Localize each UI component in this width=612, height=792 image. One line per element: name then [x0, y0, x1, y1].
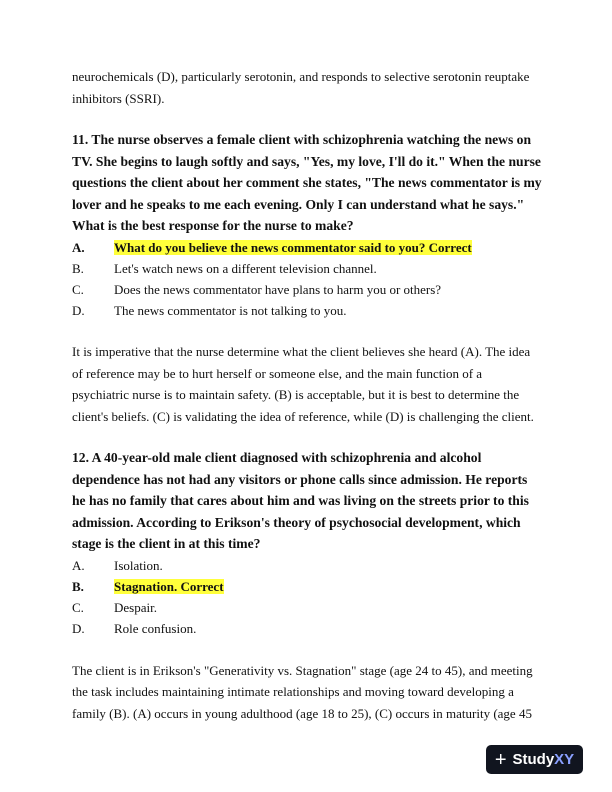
option-text: Despair. [114, 600, 157, 616]
spacer [72, 321, 542, 341]
q11-option-c [72, 279, 542, 300]
option-letter: B. [72, 260, 84, 276]
question-11-options [72, 237, 542, 322]
q11-option-b [72, 258, 542, 279]
option-letter: D. [72, 621, 85, 637]
intro-paragraph: neurochemicals (D), particularly serotonin, and responds to selective serotonin reuptake inhibitors (SSRI). [72, 69, 530, 106]
option-text: Let's watch news on a different television channel. [114, 260, 377, 276]
q12-option-c [72, 597, 542, 618]
spacer [72, 109, 542, 129]
option-text: The news commentator is not talking to you. [114, 303, 347, 319]
option-text: Does the news commentator have plans to harm you or others? [114, 281, 442, 297]
option-letter: C. [72, 281, 84, 297]
brand-name-b: XY [554, 751, 575, 768]
question-11: 11. The nurse observes a female client with schizophrenia watching the news on TV. She begins to laugh softly and says, "Yes, my love, I'll do it." When the nurse questions the client about her comment she states, "The news commentator is my lover and he speaks to me each evening. Only I can understand what he says." What is the best response for the nurse to make? [72, 132, 542, 233]
q12-option-a [72, 555, 542, 576]
brand-name-a: Study [512, 751, 555, 768]
spacer [72, 427, 542, 447]
option-text-highlighted: What do you believe the news commentator said to you? Correct [114, 239, 472, 255]
q11-option-a [72, 237, 542, 258]
plus-icon: + [494, 748, 507, 771]
option-letter: C. [72, 600, 84, 616]
option-text: Isolation. [114, 557, 163, 573]
option-text-highlighted: Stagnation. Correct [114, 579, 224, 595]
option-letter: D. [72, 303, 85, 319]
document-page [72, 66, 542, 724]
option-letter: A. [72, 557, 85, 573]
q12-option-d [72, 618, 542, 639]
option-letter: B. [72, 579, 84, 595]
option-text: Role confusion. [114, 621, 197, 637]
q11-explanation: It is imperative that the nurse determine what the client believes she heard (A). The idea of reference may be to hurt herself or someone else, and the main function of a psychiatric nurse is to maintain safety. (B) is acceptable, but it is best to determine the client's beliefs. (C) is validating the idea of reference, while (D) is challenging the client. [72, 344, 534, 424]
question-12: 12. A 40-year-old male client diagnosed with schizophrenia and alcohol dependence has not had any visitors or phone calls since admission. He reports he has no family that cares about him and was living on the streets prior to this admission. According to Erikson's theory of psychosocial development, which stage is the client in at this time? [72, 450, 529, 552]
q11-option-d [72, 300, 542, 321]
spacer [72, 640, 542, 660]
studyxy-badge[interactable] [486, 745, 583, 774]
q12-explanation: The client is in Erikson's "Generativity vs. Stagnation" stage (age 24 to 45), and meeting the task includes maintaining intimate relationships and moving toward developing a family (B). (A) occurs in young adulthood (age 18 to 25), (C) occurs in maturity (age 45 [72, 662, 533, 721]
question-12-options [72, 555, 542, 640]
option-letter: A. [72, 239, 85, 255]
q12-option-b [72, 576, 542, 597]
